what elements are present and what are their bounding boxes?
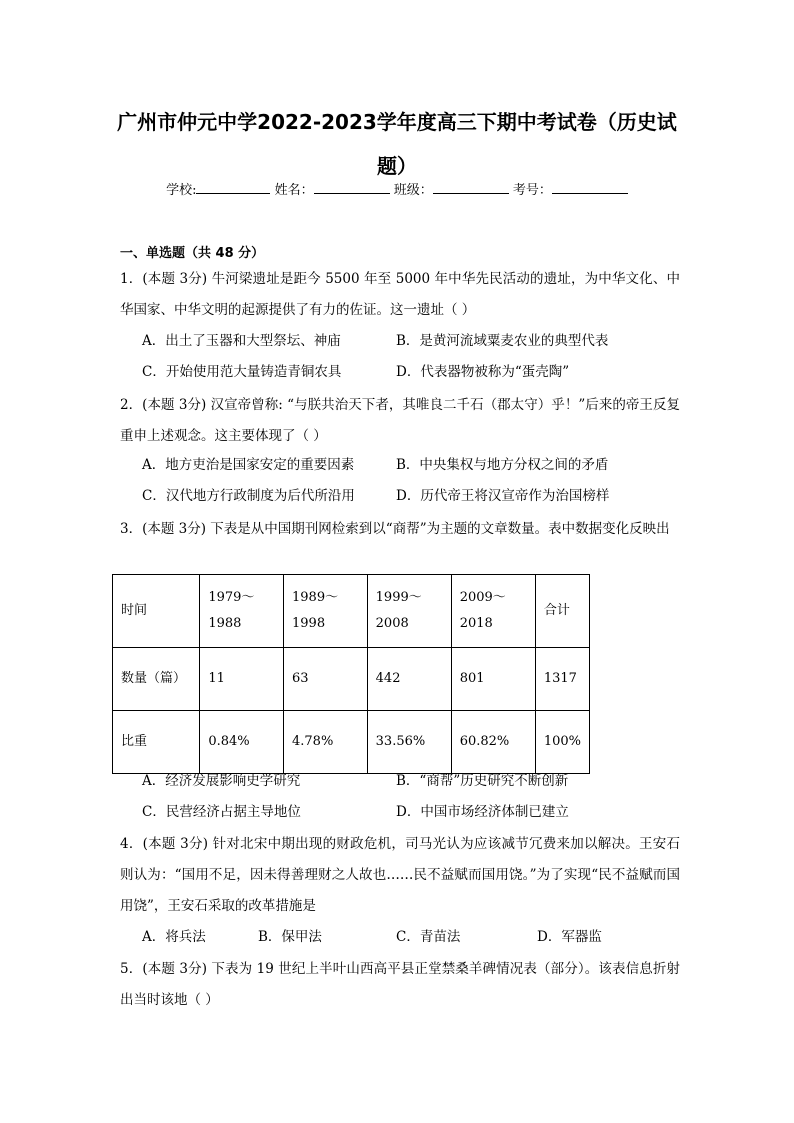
- table-cell: 4.78%: [284, 711, 368, 774]
- question-2-option-a: A．地方吏治是国家安定的重要因素: [142, 457, 355, 473]
- class-blank: [433, 181, 509, 194]
- table-cell: 比重: [113, 711, 200, 774]
- question-4-option-a: A．将兵法: [142, 929, 206, 945]
- question-4-option-b: B．保甲法: [258, 929, 322, 945]
- school-label: 学校:: [166, 183, 197, 198]
- table-cell: 合计: [535, 575, 589, 648]
- table-header-row: [113, 575, 590, 648]
- question-1-option-c: C．开始使用范大量铸造青铜农具: [142, 364, 342, 380]
- table-row: [113, 711, 590, 774]
- title-line-1: 广州市仲元中学2022-2023学年度高三下期中考试卷（历史试: [117, 110, 677, 134]
- table-cell: 1999～ 2008: [367, 575, 451, 648]
- table-cell: 33.56%: [367, 711, 451, 774]
- question-1-option-b: B．是黄河流域粟麦农业的典型代表: [396, 333, 609, 349]
- question-1-option-d: D．代表器物被称为“蛋壳陶”: [396, 364, 570, 380]
- section-header: 一、单选题（共 48 分）: [120, 246, 265, 261]
- question-3-option-a: A．经济发展影响史学研究: [142, 773, 301, 789]
- table-cell: 2009～ 2018: [451, 575, 535, 648]
- table-cell: 1317: [535, 648, 589, 711]
- student-info-line: [0, 181, 794, 200]
- name-blank: [314, 181, 390, 194]
- table-cell: 801: [451, 648, 535, 711]
- question-4-option-c: C．青苗法: [396, 929, 461, 945]
- question-3-table: [112, 574, 590, 774]
- question-3-option-b: B．“商帮”历史研究不断创新: [396, 773, 569, 789]
- table-cell: 100%: [535, 711, 589, 774]
- question-4-option-d: D．军器监: [537, 929, 602, 945]
- table-row: [113, 648, 590, 711]
- exam-no-blank: [552, 181, 628, 194]
- table-cell: 442: [367, 648, 451, 711]
- question-2-option-d: D．历代帝王将汉宣帝作为治国榜样: [396, 488, 610, 504]
- table-cell: 0.84%: [200, 711, 284, 774]
- question-5-text: 5．(本题 3分) 下表为 19 世纪上半叶山西高平县正堂禁桑羊碑情况表（部分）。该表信息折射出当时该地（ ）: [120, 961, 680, 1008]
- question-2-option-c: C．汉代地方行政制度为后代所沿用: [142, 488, 355, 504]
- question-2-option-b: B．中央集权与地方分权之间的矛盾: [396, 457, 609, 473]
- name-label: 姓名：: [274, 183, 314, 198]
- table-cell: 1979～ 1988: [200, 575, 284, 648]
- exam-title: [112, 100, 682, 188]
- class-label: 班级：: [393, 183, 433, 198]
- table-cell: 时间: [113, 575, 200, 648]
- question-1-text: 1．(本题 3分) 牛河梁遗址是距今 5500 年至 5000 年中华先民活动的遗址，为中华文化、中华国家、中华文明的起源提供了有力的佐证。这一遗址（ ）: [120, 271, 680, 318]
- exam-no-label: 考号：: [512, 183, 552, 198]
- question-3-option-c: C．民营经济占据主导地位: [142, 804, 301, 820]
- question-2-text: 2．(本题 3分) 汉宣帝曾称: “与朕共治天下者，其唯良二千石（郡太守）乎！”后来的帝王反复重申上述观念。这主要体现了（ ）: [120, 397, 680, 444]
- question-4-text: 4．(本题 3分) 针对北宋中期出现的财政危机，司马光认为应该减节冗费来加以解决。王安石则认为：“国用不足，因未得善理财之人故也……民不益赋而国用饶。”为了实现“民不益赋而国用饶”，王安石采取的改革措施是: [120, 836, 680, 914]
- school-blank: [196, 181, 270, 194]
- table-cell: 60.82%: [451, 711, 535, 774]
- table-cell: 11: [200, 648, 284, 711]
- table-cell: 63: [284, 648, 368, 711]
- table-cell: 1989～ 1998: [284, 575, 368, 648]
- question-3-option-d: D．中国市场经济体制已建立: [396, 804, 569, 820]
- table-cell: 数量（篇）: [113, 648, 200, 711]
- question-1-option-a: A．出土了玉器和大型祭坛、神庙: [142, 333, 341, 349]
- question-3-text: 3．(本题 3分) 下表是从中国期刊网检索到以“商帮”为主题的文章数量。表中数据变化反映出: [120, 521, 670, 537]
- title-line-2: 题）: [377, 154, 417, 178]
